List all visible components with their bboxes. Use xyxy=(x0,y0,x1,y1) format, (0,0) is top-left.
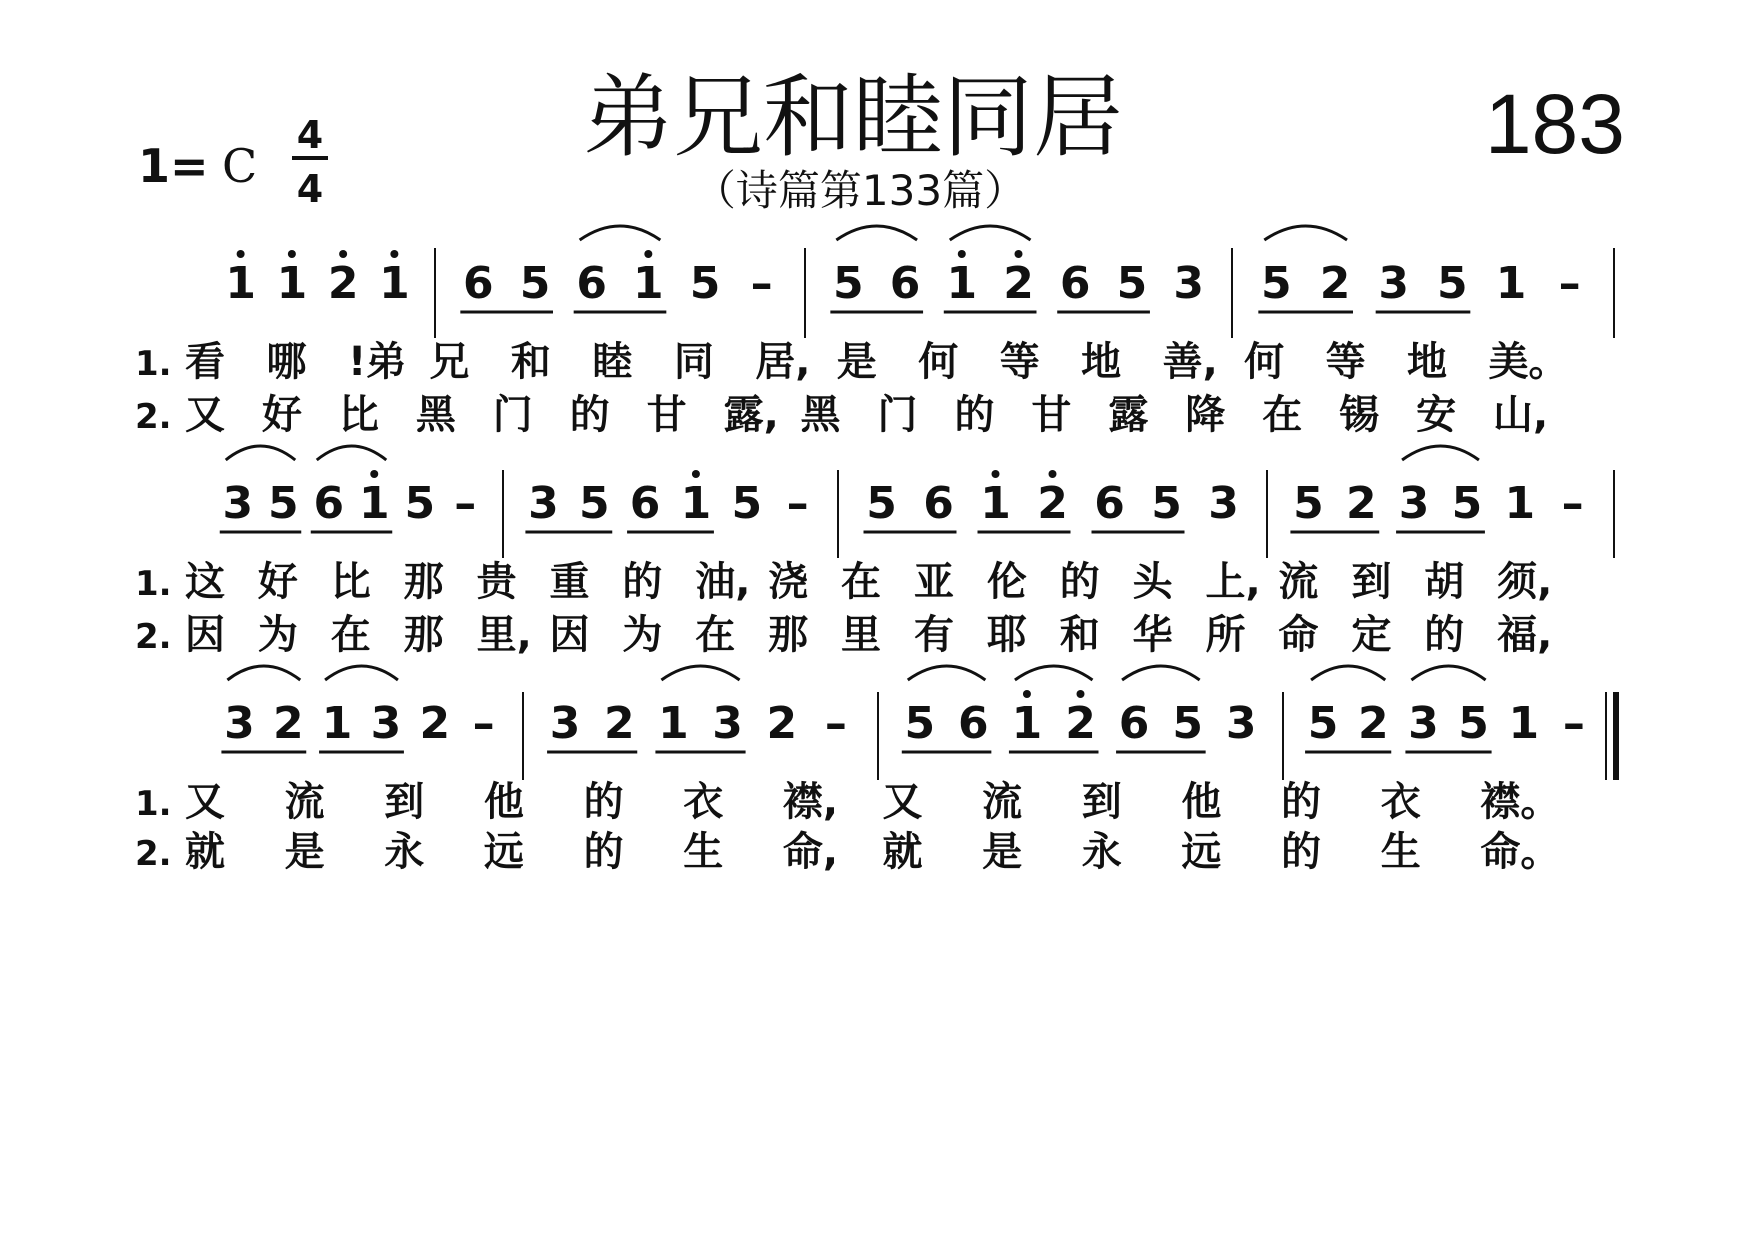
lyric-syllable: 有 xyxy=(913,612,954,658)
key-signature: 1= xyxy=(138,139,209,193)
note: 6 xyxy=(576,258,607,309)
note: 6 xyxy=(923,478,954,529)
tie-slur xyxy=(227,666,300,680)
lyric-syllable: 兄 xyxy=(429,339,470,385)
tie-slur xyxy=(325,666,398,680)
hymn-title: 弟兄和睦同居 xyxy=(583,65,1123,170)
note: 2 xyxy=(272,698,304,749)
octave-dot xyxy=(339,250,347,258)
octave-dot xyxy=(288,250,296,258)
lyric-syllable: 哪 xyxy=(266,339,307,385)
verse-number: 2. xyxy=(135,834,172,874)
lyric-syllable: 黑 xyxy=(800,392,841,438)
lyric-syllable: 又 xyxy=(882,779,923,825)
lyric-syllable: 定 xyxy=(1351,612,1392,658)
lyric-syllable: 头 xyxy=(1132,559,1173,605)
lyric-syllable: 黑 xyxy=(415,392,456,438)
lyric-syllable: 为 xyxy=(257,612,298,658)
lyric-syllable: 又 xyxy=(185,392,225,438)
lyric-syllable: 的 xyxy=(1281,829,1322,875)
lyric-syllable: 贵 xyxy=(476,559,517,605)
score-system xyxy=(135,446,1614,658)
lyric-syllable: 胡 xyxy=(1424,559,1465,605)
lyric-syllable: 看 xyxy=(185,339,225,385)
note: 5 xyxy=(1437,258,1468,309)
verse-number: 2. xyxy=(135,397,172,437)
note: 5 xyxy=(689,258,721,309)
lyric-syllable: 襟, xyxy=(782,779,839,825)
note: 5 xyxy=(904,698,936,749)
note: 3 xyxy=(224,698,255,749)
note: 2 xyxy=(419,698,451,749)
lyric-syllable: 是 xyxy=(836,339,877,385)
lyric-syllable: 就 xyxy=(882,829,923,875)
note: 5 xyxy=(731,478,763,529)
header xyxy=(138,65,1625,215)
lyric-syllable: 那 xyxy=(403,612,444,658)
lyric-syllable: 安 xyxy=(1416,392,1457,438)
lyric-syllable: 就 xyxy=(185,829,225,875)
dash-extension: – xyxy=(1558,258,1581,309)
lyric-syllable: 的 xyxy=(1281,779,1322,825)
tie-slur xyxy=(908,666,986,680)
lyric-syllable: 在 xyxy=(1262,392,1303,438)
note: 5 xyxy=(404,478,436,529)
note: 1 xyxy=(358,478,390,529)
octave-dot xyxy=(958,250,966,258)
lyric-syllable: 到 xyxy=(1351,559,1392,605)
lyric-syllable: 生 xyxy=(1380,829,1421,875)
octave-dot xyxy=(237,250,245,258)
tie-slur xyxy=(1264,226,1347,240)
note: 1 xyxy=(276,258,308,309)
lyric-syllable: 这 xyxy=(185,559,225,605)
note: 1 xyxy=(946,258,978,309)
note: 3 xyxy=(1408,698,1439,749)
note: 2 xyxy=(1345,478,1377,529)
lyric-syllable: 等 xyxy=(1325,339,1366,385)
note: 3 xyxy=(712,698,743,749)
lyric-syllable: 生 xyxy=(683,829,724,875)
note: 2 xyxy=(1003,258,1034,309)
lyric-syllable: 永 xyxy=(1081,829,1122,875)
lyric-syllable: !弟 xyxy=(347,339,407,385)
note: 5 xyxy=(1307,698,1339,749)
lyric-syllable: 远 xyxy=(483,829,524,875)
lyric-syllable: 流 xyxy=(982,779,1023,825)
verse-number: 1. xyxy=(135,564,172,604)
lyric-syllable: 重 xyxy=(549,559,590,605)
dash-extension: – xyxy=(472,698,495,749)
dash-extension: – xyxy=(454,478,477,529)
lyric-syllable: 何 xyxy=(1244,339,1285,385)
lyric-syllable: 又 xyxy=(185,779,225,825)
lyric-syllable: 的 xyxy=(569,392,610,438)
tie-slur xyxy=(1402,446,1479,460)
note: 6 xyxy=(958,698,989,749)
lyric-syllable: 等 xyxy=(999,339,1040,385)
lyric-syllable: 他 xyxy=(483,779,524,825)
verse-number: 2. xyxy=(135,617,172,657)
note: 2 xyxy=(1357,698,1389,749)
lyric-syllable: 露 xyxy=(1108,392,1149,438)
verse-number: 1. xyxy=(135,344,172,384)
lyric-syllable: 衣 xyxy=(683,779,724,825)
note: 5 xyxy=(866,478,897,529)
note: 2 xyxy=(766,698,798,749)
lyric-syllable: 在 xyxy=(841,559,882,605)
lyric-syllable: 降 xyxy=(1185,392,1226,438)
lyric-syllable: 因 xyxy=(185,612,225,658)
lyric-syllable: 的 xyxy=(1059,559,1100,605)
note: 6 xyxy=(1094,478,1125,529)
tie-slur xyxy=(1122,666,1200,680)
dash-extension: – xyxy=(786,478,809,529)
lyric-syllable: 和 xyxy=(510,339,551,385)
hymn-number: 183 xyxy=(1484,77,1625,171)
lyric-syllable: 里 xyxy=(841,612,882,658)
lyric-syllable: 甘 xyxy=(1031,392,1072,438)
lyric-syllable: 山, xyxy=(1493,392,1549,438)
lyric-syllable: 那 xyxy=(403,559,444,605)
lyric-syllable: 居, xyxy=(755,339,811,385)
octave-dot xyxy=(1023,690,1031,698)
note: 2 xyxy=(1037,478,1068,529)
note: 1 xyxy=(379,258,410,309)
note: 6 xyxy=(889,258,921,309)
lyric-syllable: 所 xyxy=(1205,612,1246,658)
score-system xyxy=(135,666,1616,875)
lyric-syllable: 比 xyxy=(338,392,379,438)
octave-dot xyxy=(1015,250,1023,258)
score-systems xyxy=(135,226,1616,875)
note: 1 xyxy=(680,478,712,529)
lyric-syllable: 在 xyxy=(695,612,736,658)
lyric-syllable: 油, xyxy=(695,559,751,605)
note: 5 xyxy=(1451,478,1483,529)
tie-slur xyxy=(1311,666,1385,680)
note: 3 xyxy=(1225,698,1257,749)
lyric-syllable: 锡 xyxy=(1339,392,1380,438)
lyric-syllable: 是 xyxy=(982,829,1023,875)
lyric-syllable: 地 xyxy=(1081,339,1122,385)
note: 2 xyxy=(1065,698,1096,749)
tie-slur xyxy=(950,226,1031,240)
note: 6 xyxy=(313,478,345,529)
note: 6 xyxy=(629,478,661,529)
lyric-syllable: 门 xyxy=(492,392,533,438)
note: 6 xyxy=(463,258,494,309)
key-letter: C xyxy=(222,139,258,193)
lyric-syllable: 里, xyxy=(476,612,532,658)
octave-dot xyxy=(370,470,378,478)
note: 1 xyxy=(225,258,256,309)
lyric-syllable: 的 xyxy=(1424,612,1465,658)
lyric-syllable: 的 xyxy=(954,392,995,438)
octave-dot xyxy=(1077,690,1085,698)
lyric-syllable: 上, xyxy=(1205,559,1261,605)
lyric-syllable: 的 xyxy=(583,829,624,875)
note: 2 xyxy=(327,258,359,309)
lyric-syllable: 流 xyxy=(284,779,325,825)
lyric-syllable: 华 xyxy=(1132,612,1173,658)
lyric-syllable: 睦 xyxy=(592,339,633,385)
lyric-syllable: 到 xyxy=(384,779,425,825)
lyric-syllable: 比 xyxy=(330,559,371,605)
note: 1 xyxy=(980,478,1011,529)
octave-dot xyxy=(644,250,652,258)
lyric-syllable: 那 xyxy=(768,612,809,658)
note: 5 xyxy=(1458,698,1489,749)
note: 5 xyxy=(519,258,551,309)
note: 5 xyxy=(1261,258,1292,309)
lyric-syllable: 善, xyxy=(1162,339,1218,385)
note: 1 xyxy=(633,258,664,309)
time-signature-top: 4 xyxy=(296,113,324,157)
lyric-syllable: 永 xyxy=(384,829,425,875)
note: 5 xyxy=(1116,258,1148,309)
note: 1 xyxy=(321,698,353,749)
dash-extension: – xyxy=(750,258,773,309)
note: 5 xyxy=(267,478,299,529)
note: 1 xyxy=(1495,258,1527,309)
lyric-syllable: 的 xyxy=(583,779,624,825)
lyric-syllable: 衣 xyxy=(1380,779,1421,825)
octave-dot xyxy=(1049,470,1057,478)
lyric-syllable: 为 xyxy=(622,612,663,658)
lyric-syllable: 在 xyxy=(330,612,371,658)
note: 6 xyxy=(1118,698,1150,749)
tie-slur xyxy=(580,226,661,240)
lyric-syllable: 远 xyxy=(1181,829,1222,875)
lyric-syllable: 门 xyxy=(877,392,918,438)
note: 3 xyxy=(1208,478,1239,529)
lyric-syllable: 伦 xyxy=(986,559,1027,605)
lyric-syllable: 何 xyxy=(918,339,959,385)
note: 5 xyxy=(1172,698,1203,749)
lyric-syllable: 的 xyxy=(622,559,663,605)
octave-dot xyxy=(692,470,700,478)
tie-slur xyxy=(1015,666,1093,680)
note: 3 xyxy=(222,478,254,529)
lyric-syllable: 耶 xyxy=(986,612,1027,658)
lyric-syllable: 襟。 xyxy=(1480,779,1561,825)
note: 2 xyxy=(603,698,635,749)
note: 3 xyxy=(528,478,559,529)
lyric-syllable: 地 xyxy=(1407,339,1448,385)
lyric-syllable: 亚 xyxy=(913,559,954,605)
lyric-syllable: 是 xyxy=(284,829,325,875)
lyric-syllable: 因 xyxy=(549,612,590,658)
lyric-syllable: 露, xyxy=(723,392,779,438)
octave-dot xyxy=(390,250,398,258)
note: 5 xyxy=(833,258,864,309)
note: 1 xyxy=(1011,698,1043,749)
lyric-syllable: 命。 xyxy=(1480,829,1561,875)
lyric-syllable: 同 xyxy=(673,339,714,385)
tie-slur xyxy=(317,446,387,460)
lyric-syllable: 美。 xyxy=(1488,339,1569,385)
note: 2 xyxy=(1319,258,1351,309)
note: 5 xyxy=(1151,478,1182,529)
dash-extension: – xyxy=(824,698,847,749)
lyric-syllable: 流 xyxy=(1278,559,1319,605)
lyric-syllable: 浇 xyxy=(768,559,809,605)
dash-extension: – xyxy=(1561,478,1584,529)
lyric-syllable: 好 xyxy=(257,559,298,605)
dash-extension: – xyxy=(1562,698,1585,749)
lyric-syllable: 甘 xyxy=(646,392,687,438)
lyric-syllable: 和 xyxy=(1059,612,1100,658)
lyric-syllable: 命 xyxy=(1278,612,1319,658)
lyric-syllable: 命, xyxy=(782,829,839,875)
note: 3 xyxy=(370,698,402,749)
note: 5 xyxy=(1293,478,1324,529)
note: 1 xyxy=(658,698,689,749)
octave-dot xyxy=(992,470,1000,478)
score-system xyxy=(135,226,1614,438)
tie-slur xyxy=(661,666,739,680)
note: 3 xyxy=(1398,478,1430,529)
lyric-syllable: 到 xyxy=(1081,779,1122,825)
verse-number: 1. xyxy=(135,784,172,824)
note: 3 xyxy=(549,698,581,749)
time-signature-bottom: 4 xyxy=(296,167,324,211)
tie-slur xyxy=(836,226,917,240)
note: 6 xyxy=(1059,258,1091,309)
note: 3 xyxy=(1173,258,1204,309)
hymn-subtitle: （诗篇第133篇） xyxy=(693,166,1027,215)
note: 3 xyxy=(1378,258,1409,309)
lyric-syllable: 须, xyxy=(1497,559,1553,605)
note: 1 xyxy=(1508,698,1540,749)
note: 5 xyxy=(578,478,610,529)
lyric-syllable: 好 xyxy=(261,392,302,438)
lyric-syllable: 福, xyxy=(1497,612,1553,658)
tie-slur xyxy=(226,446,296,460)
note: 1 xyxy=(1504,478,1536,529)
lyric-syllable: 他 xyxy=(1181,779,1222,825)
tie-slur xyxy=(1411,666,1485,680)
